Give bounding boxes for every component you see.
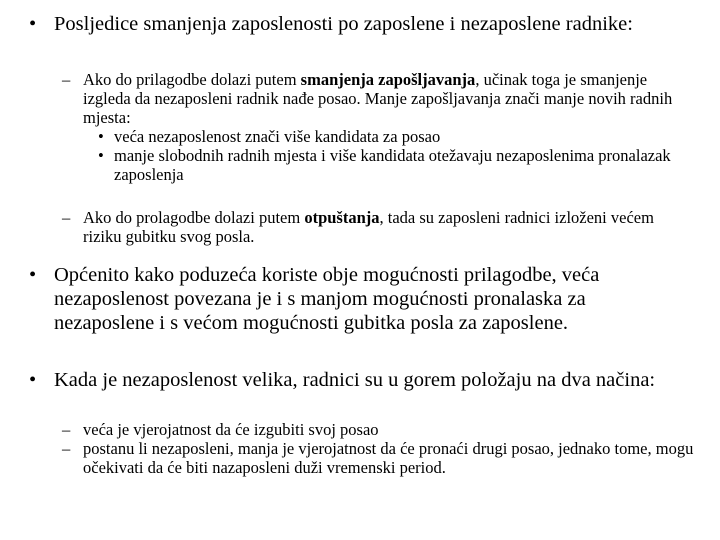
sub-1-bold: smanjenja zapošljavanja	[300, 70, 476, 89]
bullet-3	[29, 368, 702, 392]
dot-marker: •	[98, 146, 104, 165]
bullet-2-text: Općenito kako poduzeća koriste obje mogućnosti prilagodbe, veća nezaposlenost povezana je i s manjom mogućnosti pronalaska za nezaposlene i s većom mogućnosti gubitka posla za zaposlene.	[54, 264, 600, 334]
point-2-text: manje slobodnih radnih mjesta i više kandidata otežavaju nezaposlenima pronalazak zaposlenja	[114, 146, 671, 184]
sub-1-after: , učinak toga je smanjenje izgleda da nezaposleni radnik nađe posao. Manje zapošljavanja znači manje novih radnih mjesta:	[83, 70, 673, 127]
point-1-text: veća nezaposlenost znači više kandidata za posao	[114, 127, 441, 146]
point-2	[98, 146, 698, 184]
dot-marker: •	[98, 127, 104, 146]
sub-2-before: Ako do prolagodbe dolazi putem	[83, 208, 305, 227]
bullet-marker: •	[29, 264, 37, 286]
bullet-marker: •	[29, 13, 37, 35]
bullet-marker: •	[29, 369, 37, 391]
bullet-3-sub-2	[62, 439, 698, 477]
dash-marker: –	[62, 208, 71, 227]
bullet-1	[29, 12, 702, 36]
bullet-2	[29, 263, 690, 335]
sub-1-before: Ako do prilagodbe dolazi putem	[83, 70, 301, 89]
bullet-3-sub-1	[62, 420, 698, 439]
sub-2-bold: otpuštanja	[304, 208, 380, 227]
dash-marker: –	[62, 439, 71, 458]
bullet-3-sub-2-text: postanu li nezaposleni, manja je vjerojatnost da će pronaći drugi posao, jednako tome, mogu očekivati da će biti nazaposleni duži vremenski period.	[83, 439, 694, 477]
bullet-1-sub-2	[62, 208, 680, 246]
bullet-3-sub-1-text: veća je vjerojatnost da će izgubiti svoj posao	[83, 420, 379, 439]
dash-marker: –	[62, 420, 71, 439]
point-1	[98, 127, 698, 146]
dash-marker: –	[62, 70, 71, 89]
bullet-3-subs	[62, 420, 698, 477]
sub-2-after: , tada su zaposleni radnici izloženi većem riziku gubitku svog posla.	[83, 208, 654, 246]
bullet-3-text: Kada je nezaposlenost velika, radnici su u gorem položaju na dva načina:	[54, 369, 656, 391]
bullet-1-sub-1	[62, 70, 698, 184]
bullet-1-text: Posljedice smanjenja zaposlenosti po zaposlene i nezaposlene radnike:	[54, 13, 633, 35]
